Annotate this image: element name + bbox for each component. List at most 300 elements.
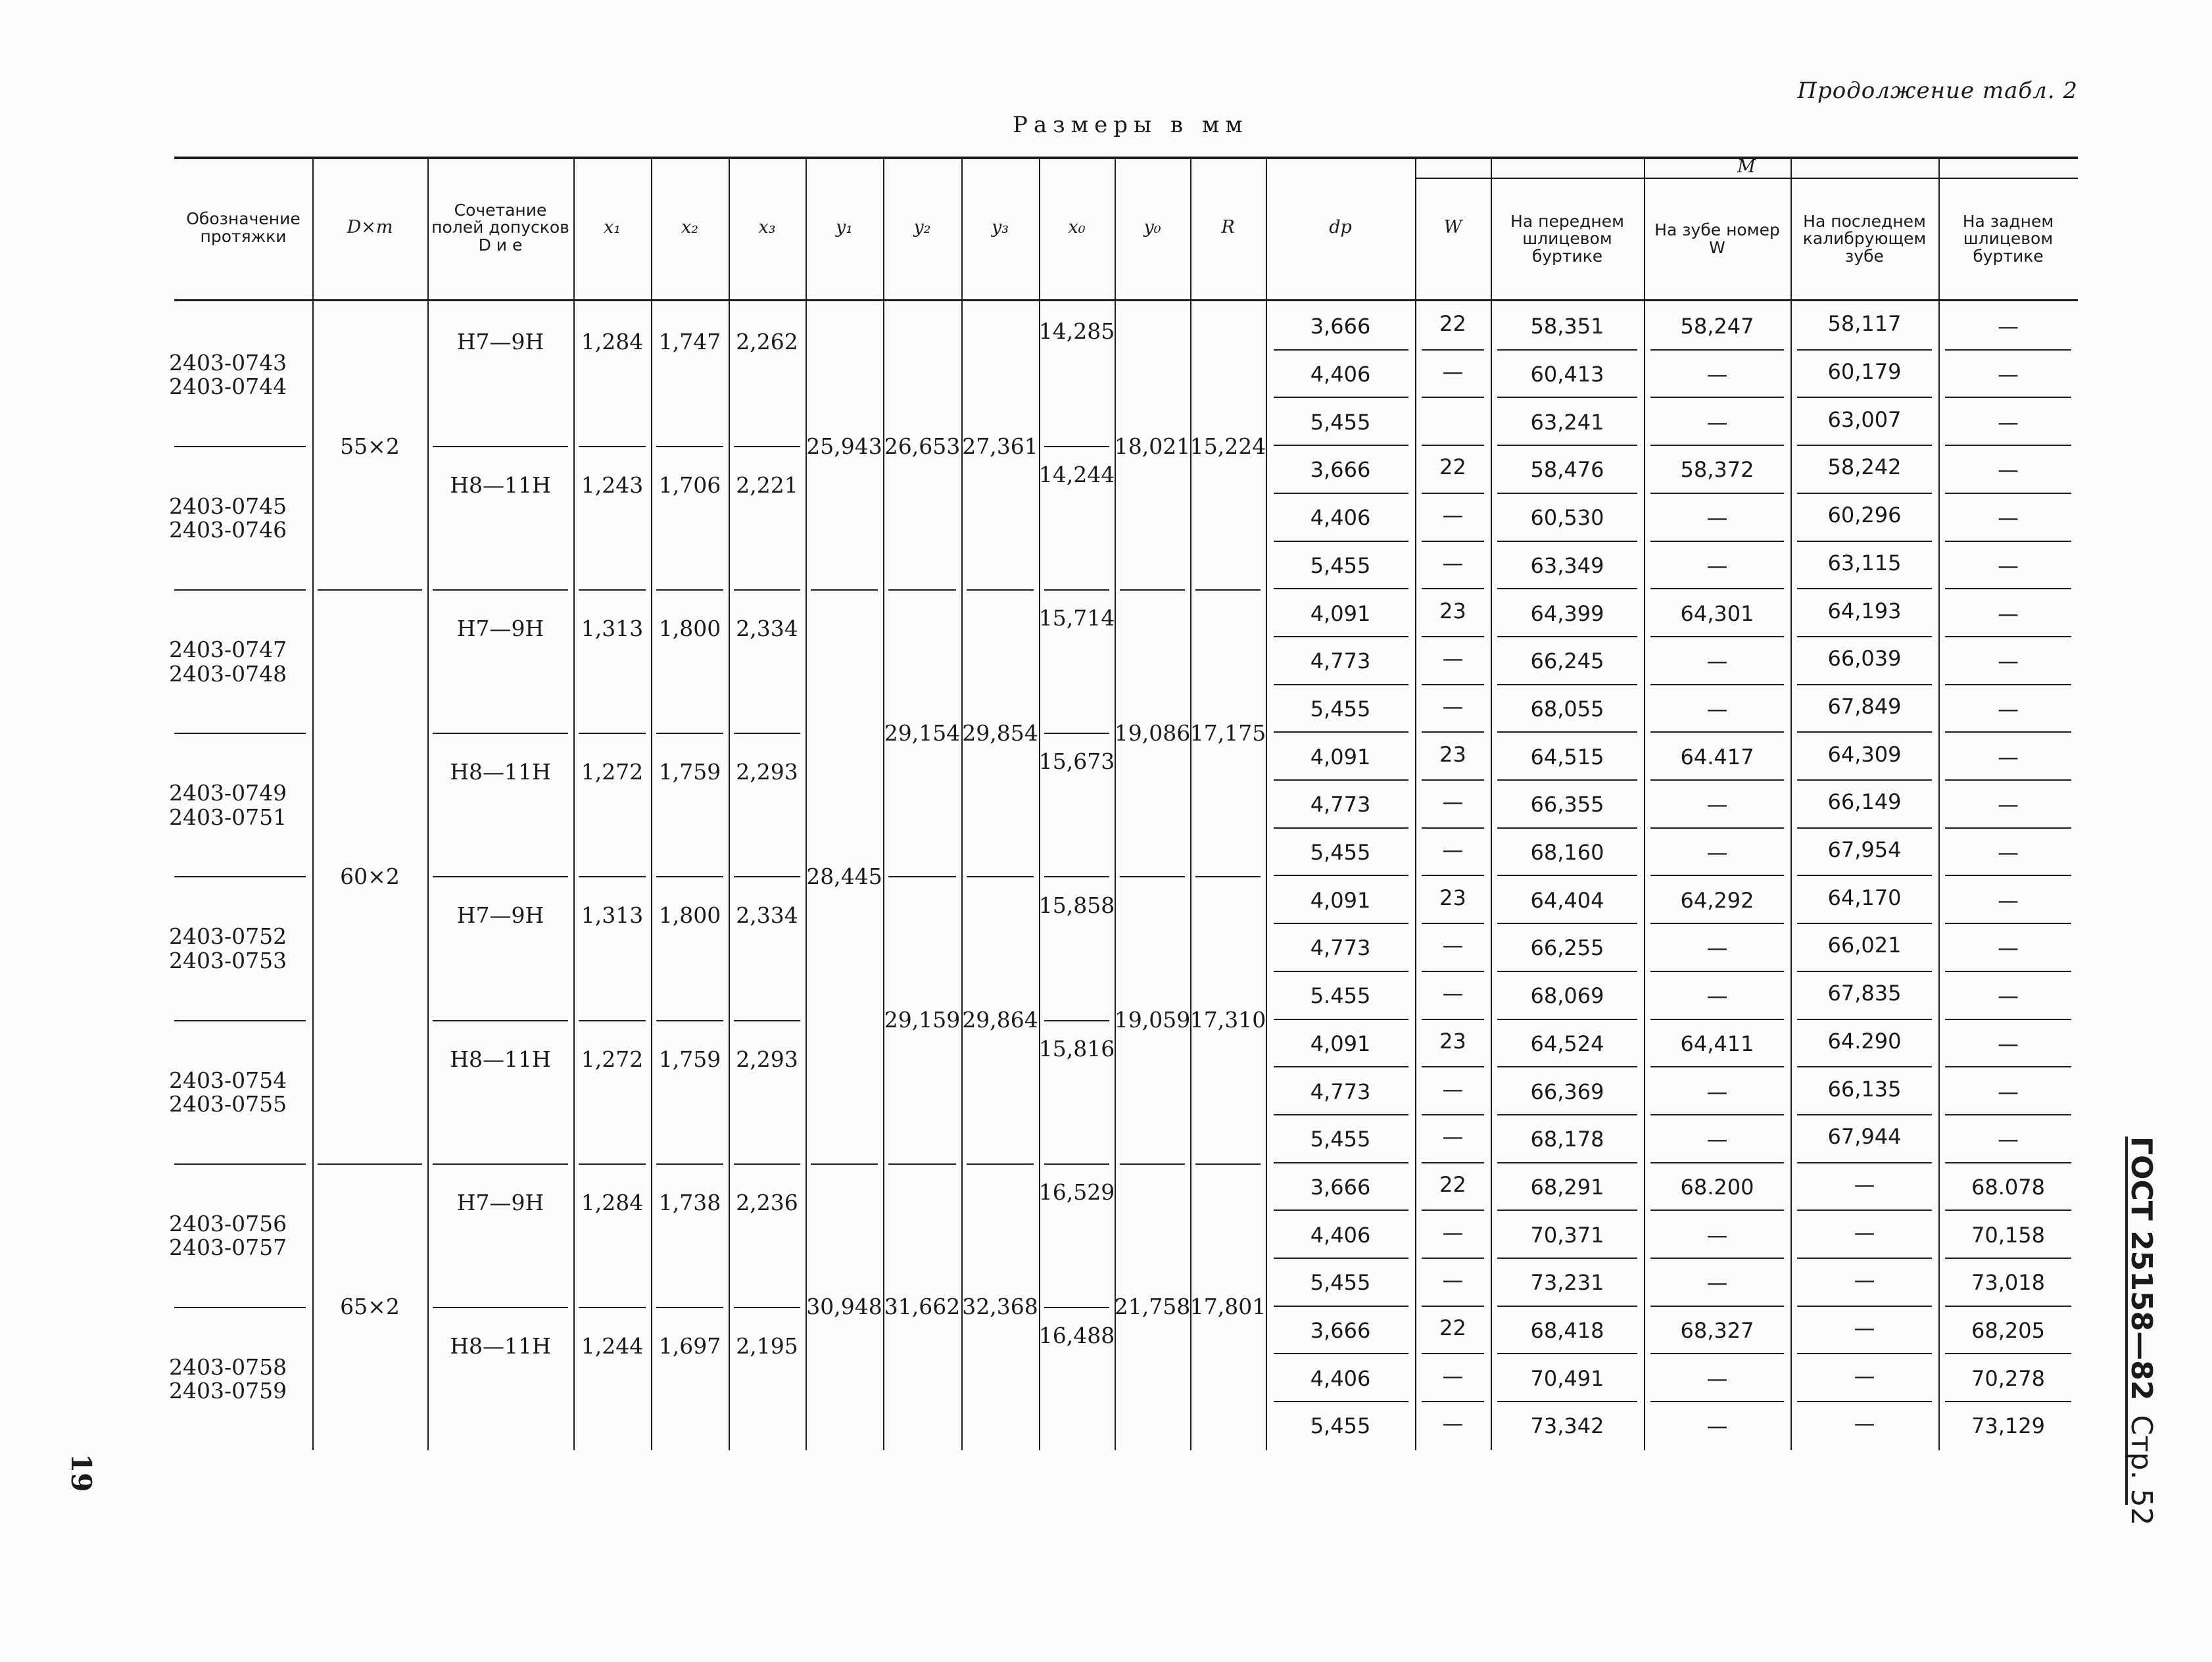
m-rear-cell: — <box>1998 362 2019 387</box>
designation-code: 2403-0757 <box>169 1234 287 1260</box>
designation-code: 2403-0745 <box>169 493 287 520</box>
group-rule-c5-7 <box>734 1307 800 1308</box>
m-rear-cell: — <box>1998 935 2019 961</box>
continuation-note: Продолжение табл. 2 <box>1797 78 2078 104</box>
header-designation: Обозначение протяжки <box>186 209 301 246</box>
dp-cell: 4,773 <box>1310 1079 1371 1104</box>
w-cell: 22 <box>1439 311 1466 337</box>
header-bottom-rule <box>174 299 2078 301</box>
m-last-cell: 63,007 <box>1827 406 1902 432</box>
w-cell: 22 <box>1439 1171 1466 1197</box>
m-tooth-cell: 68.200 <box>1680 1174 1754 1200</box>
w-cell: 23 <box>1439 741 1466 767</box>
m-tooth-cell: — <box>1706 696 1728 721</box>
designation-cell <box>169 351 287 399</box>
x2-cell: 1,759 <box>658 759 721 785</box>
m-tooth-cell: 64,411 <box>1680 1031 1754 1056</box>
x2-cell: 1,747 <box>658 329 721 355</box>
group-rule-desig-6 <box>174 1163 306 1165</box>
m-tooth-cell: — <box>1706 505 1728 531</box>
pair-rule-c11 <box>1195 876 1261 877</box>
m-front-cell: 73,231 <box>1530 1270 1604 1296</box>
group-rule-c5-2 <box>734 589 800 591</box>
m-last-cell: 66,021 <box>1827 933 1902 958</box>
w-cell: 23 <box>1439 885 1466 910</box>
w-cell: — <box>1442 1124 1464 1150</box>
dp-cell: 5,455 <box>1310 1413 1371 1439</box>
m-rear-cell: — <box>1998 457 2019 483</box>
m-front-cell: 63,241 <box>1530 409 1604 435</box>
y2-cell: 29,154 <box>884 720 961 746</box>
header-m: M <box>1737 156 1756 177</box>
dp-cell: 5.455 <box>1310 983 1371 1009</box>
column-rule-c6 <box>805 159 807 1450</box>
group-rule-c5-1 <box>734 446 800 447</box>
group-rule-fit-6 <box>433 1163 568 1165</box>
size-rule-c8-6 <box>967 1163 1034 1165</box>
group-rule-c4-1 <box>656 446 723 447</box>
standard-number: ГОСТ 25158—82 <box>2125 1137 2158 1401</box>
group-rule-fit-5 <box>433 1020 568 1021</box>
m-rear-cell: — <box>1998 648 2019 674</box>
m-rear-cell: — <box>1998 792 2019 818</box>
size-rule-c8-2 <box>967 589 1034 591</box>
m-tooth-cell: — <box>1706 362 1728 387</box>
w-cell: — <box>1442 1267 1464 1293</box>
x3-cell: 2,236 <box>736 1189 798 1215</box>
m-last-cell: — <box>1854 1315 1875 1341</box>
dp-cell: 5,455 <box>1310 1270 1371 1296</box>
group-rule-c3-4 <box>579 876 646 877</box>
x0-cell: 16,488 <box>1038 1322 1115 1348</box>
y3-cell: 27,361 <box>962 433 1038 459</box>
m-tooth-cell: — <box>1706 792 1728 818</box>
fit-cell: H7—9H <box>456 902 544 929</box>
m-tooth-cell: — <box>1706 935 1728 961</box>
r-cell: 17,175 <box>1190 720 1266 746</box>
standard-page: Стр. 52 <box>2125 1415 2158 1526</box>
group-rule-fit-7 <box>433 1307 568 1308</box>
x0-cell: 15,673 <box>1038 748 1115 775</box>
dp-cell: 5,455 <box>1310 1127 1371 1152</box>
x3-cell: 2,195 <box>736 1332 798 1359</box>
x2-cell: 1,800 <box>658 902 721 929</box>
dp-cell: 4,406 <box>1310 505 1371 531</box>
header-x3: x₃ <box>758 217 776 238</box>
fit-cell: H7—9H <box>456 616 544 642</box>
m-front-cell: 66,369 <box>1530 1079 1604 1104</box>
group-rule-desig-7 <box>174 1307 306 1308</box>
y3-cell: 32,368 <box>962 1294 1038 1320</box>
x2-cell: 1,759 <box>658 1046 721 1072</box>
m-tooth-cell: — <box>1706 1079 1728 1104</box>
dp-cell: 4,773 <box>1310 648 1371 674</box>
m-front-cell: 64,524 <box>1530 1031 1604 1056</box>
m-last-cell: 66,149 <box>1827 789 1902 815</box>
designation-code: 2403-0759 <box>169 1378 287 1404</box>
dp-cell: 5,455 <box>1310 840 1371 866</box>
m-front-cell: 68,178 <box>1530 1127 1604 1152</box>
m-last-cell: 67,835 <box>1827 981 1902 1006</box>
m-last-cell: 67,849 <box>1827 693 1902 719</box>
group-rule-c5-3 <box>734 733 800 734</box>
m-tooth-cell: 64,301 <box>1680 600 1754 626</box>
designation-code: 2403-0754 <box>169 1067 287 1093</box>
w-cell: — <box>1442 693 1464 719</box>
column-rule-c10 <box>1115 159 1116 1450</box>
header-m-tooth: На зубе номер W <box>1654 220 1780 257</box>
m-rear-cell: 73,129 <box>1971 1413 2045 1439</box>
x2-cell: 1,800 <box>658 616 721 642</box>
designation-code: 2403-0747 <box>169 637 287 663</box>
m-rear-cell: — <box>1998 600 2019 626</box>
r-cell: 17,310 <box>1190 1007 1266 1033</box>
header-y0: y₀ <box>1143 217 1161 238</box>
x2-cell: 1,697 <box>658 1332 721 1359</box>
y1-cell: 30,948 <box>806 1294 882 1320</box>
m-front-cell: 70,491 <box>1530 1365 1604 1391</box>
m-front-cell: 68,160 <box>1530 840 1604 866</box>
m-last-cell: 58,242 <box>1827 454 1902 480</box>
m-rear-cell: — <box>1998 887 2019 913</box>
header-m-rear: На заднем шлицевом буртике <box>1962 212 2054 266</box>
dp-cell: 3,666 <box>1310 457 1371 483</box>
page-number: 19 <box>65 1454 97 1492</box>
w-cell: — <box>1442 646 1464 672</box>
m-tooth-cell: 58,372 <box>1680 457 1754 483</box>
designation-code: 2403-0755 <box>169 1090 287 1117</box>
m-last-cell: — <box>1854 1267 1875 1293</box>
header-x2: x₂ <box>681 217 699 238</box>
x3-cell: 2,221 <box>736 472 798 499</box>
y2-cell: 29,159 <box>884 1007 961 1033</box>
y0-cell: 18,021 <box>1114 433 1191 459</box>
m-tooth-cell: 64.417 <box>1680 744 1754 770</box>
m-front-cell: 58,476 <box>1530 457 1604 483</box>
designation-code: 2403-0753 <box>169 947 287 973</box>
x0-cell: 16,529 <box>1038 1179 1115 1205</box>
x1-cell: 1,272 <box>581 1046 644 1072</box>
y3-cell: 29,854 <box>962 720 1038 746</box>
header-x1: x₁ <box>603 217 621 238</box>
r-cell: 17,801 <box>1190 1294 1266 1320</box>
w-cell: — <box>1442 837 1464 863</box>
size-rule-c11-6 <box>1195 1163 1261 1165</box>
column-rule-c8 <box>961 159 963 1450</box>
header-y2: y₂ <box>913 217 931 238</box>
m-tooth-cell: — <box>1706 552 1728 578</box>
w-cell: 22 <box>1439 1315 1466 1341</box>
dp-cell: 4,406 <box>1310 362 1371 387</box>
size-rule-c6-6 <box>811 1163 878 1165</box>
m-rear-cell: — <box>1998 314 2019 339</box>
dp-cell: 4,091 <box>1310 744 1371 770</box>
w-cell <box>1415 398 1491 441</box>
designation-code: 2403-0751 <box>169 804 287 830</box>
group-rule-fit-2 <box>433 589 568 591</box>
y1-cell: 25,943 <box>806 433 882 459</box>
designation-code: 2403-0746 <box>169 517 287 543</box>
m-last-cell: 64,309 <box>1827 741 1902 767</box>
w-cell: — <box>1442 502 1464 528</box>
m-front-cell: 70,371 <box>1530 1222 1604 1248</box>
y2-cell: 26,653 <box>884 433 961 459</box>
m-front-cell: 64,515 <box>1530 744 1604 770</box>
x0-cell: 14,285 <box>1038 318 1115 345</box>
m-front-cell: 66,355 <box>1530 792 1604 818</box>
x1-cell: 1,243 <box>581 472 644 499</box>
fit-cell: H7—9H <box>456 1189 544 1215</box>
x2-cell: 1,738 <box>658 1189 721 1215</box>
dxm-cell: 65×2 <box>340 1294 400 1320</box>
group-rule-c5-6 <box>734 1163 800 1165</box>
size-rule-c11-2 <box>1195 589 1261 591</box>
fit-cell: H8—11H <box>450 1046 551 1072</box>
w-cell: — <box>1442 789 1464 815</box>
m-rear-cell: — <box>1998 1127 2019 1152</box>
header-w: W <box>1443 217 1462 238</box>
group-rule-c3-6 <box>579 1163 646 1165</box>
m-rear-cell: — <box>1998 983 2019 1009</box>
x3-cell: 2,293 <box>736 1046 798 1072</box>
pair-rule-c7 <box>888 876 956 877</box>
m-front-cell: 68,055 <box>1530 696 1604 721</box>
dp-cell: 3,666 <box>1310 314 1371 339</box>
m-rear-cell: 73,018 <box>1971 1270 2045 1296</box>
m-rear-cell: — <box>1998 409 2019 435</box>
group-rule-c4-5 <box>656 1020 723 1021</box>
m-tooth-cell: — <box>1706 840 1728 866</box>
group-rule-c4-6 <box>656 1163 723 1165</box>
m-front-cell: 64,404 <box>1530 887 1604 913</box>
m-tooth-cell: — <box>1706 1413 1728 1439</box>
dp-cell: 5,455 <box>1310 552 1371 578</box>
m-last-cell: 64.290 <box>1827 1028 1902 1054</box>
group-rule-c5-4 <box>734 876 800 877</box>
m-tooth-cell: 58,247 <box>1680 314 1754 339</box>
designation-code: 2403-0744 <box>169 374 287 400</box>
r-cell: 15,224 <box>1190 433 1266 459</box>
designation-cell <box>169 495 287 543</box>
group-rule-fit-4 <box>433 876 568 877</box>
header-fits: Сочетание полей допусков D и e <box>431 201 569 255</box>
size-rule-c10-6 <box>1120 1163 1185 1165</box>
dp-cell: 4,773 <box>1310 792 1371 818</box>
w-cell: — <box>1442 550 1464 575</box>
dp-cell: 3,666 <box>1310 1318 1371 1344</box>
m-tooth-cell: — <box>1706 1127 1728 1152</box>
size-rule-6 <box>318 1163 422 1165</box>
designation-code: 2403-0748 <box>169 660 287 687</box>
group-rule-c4-7 <box>656 1307 723 1308</box>
w-cell: — <box>1442 1076 1464 1102</box>
size-rule-c7-2 <box>888 589 956 591</box>
m-rear-cell: — <box>1998 840 2019 866</box>
w-cell: 23 <box>1439 1028 1466 1054</box>
m-rear-cell: 68,205 <box>1971 1318 2045 1344</box>
m-tooth-cell: — <box>1706 983 1728 1009</box>
y1-cell: 28,445 <box>806 863 882 889</box>
m-front-cell: 63,349 <box>1530 552 1604 578</box>
group-rule-c3-2 <box>579 589 646 591</box>
designation-cell <box>169 781 287 829</box>
m-front-cell: 68,069 <box>1530 983 1604 1009</box>
x3-cell: 2,262 <box>736 329 798 355</box>
m-front-cell: 73,342 <box>1530 1413 1604 1439</box>
designation-code: 2403-0756 <box>169 1210 287 1236</box>
column-rule-c7 <box>883 159 884 1450</box>
m-last-cell: 67,944 <box>1827 1124 1902 1150</box>
x0-cell: 15,816 <box>1038 1035 1115 1062</box>
group-rule-fit-3 <box>433 733 568 734</box>
dxm-cell: 60×2 <box>340 863 400 889</box>
dp-cell: 4,091 <box>1310 1031 1371 1056</box>
m-last-cell: 60,179 <box>1827 359 1902 385</box>
designation-cell <box>169 638 287 686</box>
m-last-cell: 66,039 <box>1827 646 1902 672</box>
x0-cell: 15,714 <box>1038 605 1115 631</box>
m-last-cell: — <box>1854 1363 1875 1388</box>
header-m-last: На последнем калибрующем зубе <box>1802 212 1927 266</box>
dp-cell: 5,455 <box>1310 696 1371 721</box>
fit-cell: H8—11H <box>450 759 551 785</box>
header-dp: dp <box>1329 217 1352 238</box>
designation-code: 2403-0749 <box>169 780 287 806</box>
designation-cell <box>169 1356 287 1404</box>
y2-cell: 31,662 <box>884 1294 961 1320</box>
m-rear-cell: — <box>1998 1031 2019 1056</box>
dp-cell: 3,666 <box>1310 1174 1371 1200</box>
x0-cell: 14,244 <box>1038 462 1115 488</box>
m-last-cell: 67,954 <box>1827 837 1902 863</box>
group-rule-c3-1 <box>579 446 646 447</box>
dp-cell: 4,091 <box>1310 887 1371 913</box>
m-front-cell: 68,291 <box>1530 1174 1604 1200</box>
designation-code: 2403-0758 <box>169 1354 287 1380</box>
m-tooth-cell: — <box>1706 1270 1728 1296</box>
w-cell: — <box>1442 933 1464 958</box>
m-rear-cell: — <box>1998 505 2019 531</box>
column-rule-c1 <box>312 159 314 1450</box>
w-cell: — <box>1442 1411 1464 1436</box>
m-last-cell: — <box>1854 1219 1875 1245</box>
m-tooth-cell: 64,292 <box>1680 887 1754 913</box>
x3-cell: 2,293 <box>736 759 798 785</box>
m-rear-cell: — <box>1998 552 2019 578</box>
m-last-cell: 60,296 <box>1827 502 1902 528</box>
group-rule-desig-4 <box>174 876 306 877</box>
column-rule-c11 <box>1190 159 1191 1450</box>
x3-cell: 2,334 <box>736 902 798 929</box>
y0-cell: 21,758 <box>1114 1294 1191 1320</box>
units-caption: Размеры в мм <box>1013 112 1249 138</box>
m-last-cell: 58,117 <box>1827 311 1902 337</box>
designation-code: 2403-0752 <box>169 923 287 950</box>
x2-cell: 1,706 <box>658 472 721 499</box>
designation-cell <box>169 1069 287 1117</box>
m-last-cell: 64,193 <box>1827 598 1902 623</box>
group-rule-desig-5 <box>174 1020 306 1021</box>
group-rule-desig-1 <box>174 446 306 447</box>
header-dxm: D×m <box>347 217 393 238</box>
m-last-cell: — <box>1854 1171 1875 1197</box>
dp-cell: 4,406 <box>1310 1222 1371 1248</box>
designation-cell <box>169 925 287 973</box>
x3-cell: 2,334 <box>736 616 798 642</box>
size-rule-c6-2 <box>811 589 878 591</box>
x0-cell: 15,858 <box>1038 892 1115 918</box>
w-cell: — <box>1442 1219 1464 1245</box>
group-rule-c3-3 <box>579 733 646 734</box>
group-rule-fit-1 <box>433 446 568 447</box>
group-rule-desig-2 <box>174 589 306 591</box>
x1-cell: 1,272 <box>581 759 644 785</box>
size-rule-c10-2 <box>1120 589 1185 591</box>
m-tooth-cell: 68,327 <box>1680 1318 1754 1344</box>
x1-cell: 1,284 <box>581 1189 644 1215</box>
size-rule-c7-6 <box>888 1163 956 1165</box>
dxm-cell: 55×2 <box>340 433 400 459</box>
m-tooth-cell: — <box>1706 1365 1728 1391</box>
m-front-cell: 68,418 <box>1530 1318 1604 1344</box>
w-cell: 23 <box>1439 598 1466 623</box>
dp-cell: 4,406 <box>1310 1365 1371 1391</box>
m-tooth-cell: — <box>1706 1222 1728 1248</box>
group-rule-c4-4 <box>656 876 723 877</box>
dp-cell: 4,091 <box>1310 600 1371 626</box>
pair-rule-c8 <box>967 876 1034 877</box>
header-y3: y₃ <box>991 217 1009 238</box>
m-rear-cell: 70,278 <box>1971 1365 2045 1391</box>
m-last-cell: 64,170 <box>1827 885 1902 910</box>
w-cell: — <box>1442 981 1464 1006</box>
dp-cell: 4,773 <box>1310 935 1371 961</box>
group-rule-c4-3 <box>656 733 723 734</box>
m-front-cell: 66,245 <box>1530 648 1604 674</box>
m-rear-cell: — <box>1998 1079 2019 1104</box>
header-r: R <box>1221 217 1235 238</box>
m-tooth-cell: — <box>1706 648 1728 674</box>
group-rule-c5-5 <box>734 1020 800 1021</box>
y0-cell: 19,086 <box>1114 720 1191 746</box>
m-tooth-cell: — <box>1706 409 1728 435</box>
header-x0: x₀ <box>1068 217 1086 238</box>
dp-cell: 5,455 <box>1310 409 1371 435</box>
y0-cell: 19,059 <box>1114 1007 1191 1033</box>
m-front-cell: 60,413 <box>1530 362 1604 387</box>
m-last-cell: 66,135 <box>1827 1076 1902 1102</box>
m-front-cell: 60,530 <box>1530 505 1604 531</box>
header-m-front: На переднем шлицевом буртике <box>1510 212 1624 266</box>
designation-cell <box>169 1212 287 1260</box>
m-front-cell: 66,255 <box>1530 935 1604 961</box>
m-rear-cell: 70,158 <box>1971 1222 2045 1248</box>
designation-code: 2403-0743 <box>169 350 287 376</box>
x1-cell: 1,313 <box>581 616 644 642</box>
w-cell: 22 <box>1439 454 1466 480</box>
m-front-cell: 58,351 <box>1530 314 1604 339</box>
group-rule-c3-5 <box>579 1020 646 1021</box>
fit-cell: H8—11H <box>450 1332 551 1359</box>
group-rule-c3-7 <box>579 1307 646 1308</box>
w-cell: — <box>1442 359 1464 385</box>
x1-cell: 1,313 <box>581 902 644 929</box>
m-rear-cell: 68.078 <box>1971 1174 2045 1200</box>
x1-cell: 1,244 <box>581 1332 644 1359</box>
group-rule-desig-3 <box>174 733 306 734</box>
m-front-cell: 64,399 <box>1530 600 1604 626</box>
m-last-cell: — <box>1854 1411 1875 1436</box>
